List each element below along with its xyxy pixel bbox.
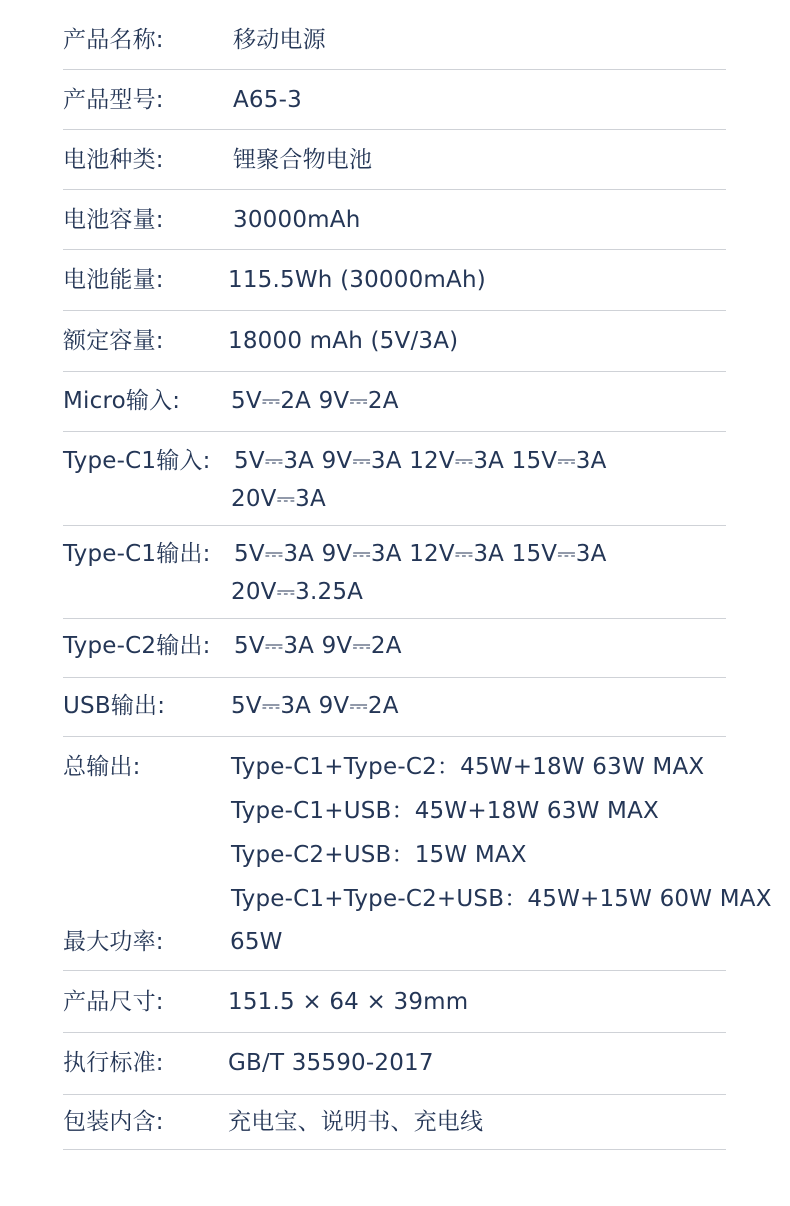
spec-label: 总输出: (63, 754, 141, 780)
spec-row-product-name (63, 10, 726, 70)
spec-label: USB输出: (63, 693, 166, 719)
spec-row-battery-type (63, 130, 726, 190)
spec-value: 20V⎓3.25A (231, 579, 364, 605)
spec-value: 充电宝、说明书、充电线 (228, 1109, 484, 1135)
spec-value: 5V⎓3A 9V⎓3A 12V⎓3A 15V⎓3A (234, 541, 607, 567)
spec-value: 5V⎓3A 9V⎓2A (231, 693, 399, 719)
spec-label: 包装内含: (63, 1109, 164, 1135)
spec-row-type-c2-output (63, 619, 726, 678)
spec-value: A65-3 (233, 87, 302, 113)
spec-row-model (63, 70, 726, 130)
spec-row-usb-output (63, 678, 726, 737)
spec-value: 30000mAh (233, 207, 361, 233)
spec-value: 115.5Wh (30000mAh) (228, 267, 486, 293)
spec-value: GB/T 35590-2017 (228, 1050, 434, 1076)
spec-label-max-power: 最大功率: (63, 929, 164, 955)
spec-row-micro-input (63, 372, 726, 432)
spec-value: Type-C1+Type-C2：45W+18W 63W MAX (231, 754, 705, 780)
spec-label: 产品名称: (63, 27, 164, 53)
spec-value: 5V⎓3A 9V⎓2A (234, 633, 402, 659)
spec-label: Micro输入: (63, 388, 181, 414)
spec-value: 锂聚合物电池 (233, 147, 373, 173)
spec-row-total-output (63, 737, 772, 971)
spec-label: Type-C2输出: (63, 633, 211, 659)
spec-label: 电池容量: (63, 207, 164, 233)
spec-value: 20V⎓3A (231, 486, 326, 512)
spec-label: 产品型号: (63, 87, 164, 113)
spec-row-type-c1-input (63, 432, 726, 526)
spec-value-max-power: 65W (230, 929, 283, 955)
spec-label: Type-C1输出: (63, 541, 211, 567)
spec-label: 额定容量: (63, 328, 164, 354)
spec-label: 产品尺寸: (63, 989, 164, 1015)
spec-row-rated-capacity (63, 311, 726, 372)
spec-value: 18000 mAh (5V/3A) (228, 328, 459, 354)
spec-value: 移动电源 (233, 27, 326, 53)
spec-table (63, 10, 772, 1150)
spec-label: Type-C1输入: (63, 448, 211, 474)
spec-value: 5V⎓3A 9V⎓3A 12V⎓3A 15V⎓3A (234, 448, 607, 474)
spec-label: 电池种类: (63, 147, 164, 173)
spec-row-package-contents (63, 1095, 726, 1150)
spec-row-dimensions (63, 971, 726, 1033)
spec-value: 151.5 × 64 × 39mm (228, 989, 469, 1015)
spec-row-battery-capacity (63, 190, 726, 250)
spec-row-battery-energy (63, 250, 726, 311)
spec-value: Type-C1+USB：45W+18W 63W MAX (231, 798, 659, 824)
spec-label: 电池能量: (63, 267, 164, 293)
spec-label: 执行标准: (63, 1050, 164, 1076)
spec-row-standard (63, 1033, 726, 1095)
spec-row-type-c1-output (63, 526, 726, 619)
spec-value: 5V⎓2A 9V⎓2A (231, 388, 399, 414)
spec-value: Type-C2+USB：15W MAX (231, 842, 527, 868)
spec-value: Type-C1+Type-C2+USB：45W+15W 60W MAX (231, 886, 772, 912)
